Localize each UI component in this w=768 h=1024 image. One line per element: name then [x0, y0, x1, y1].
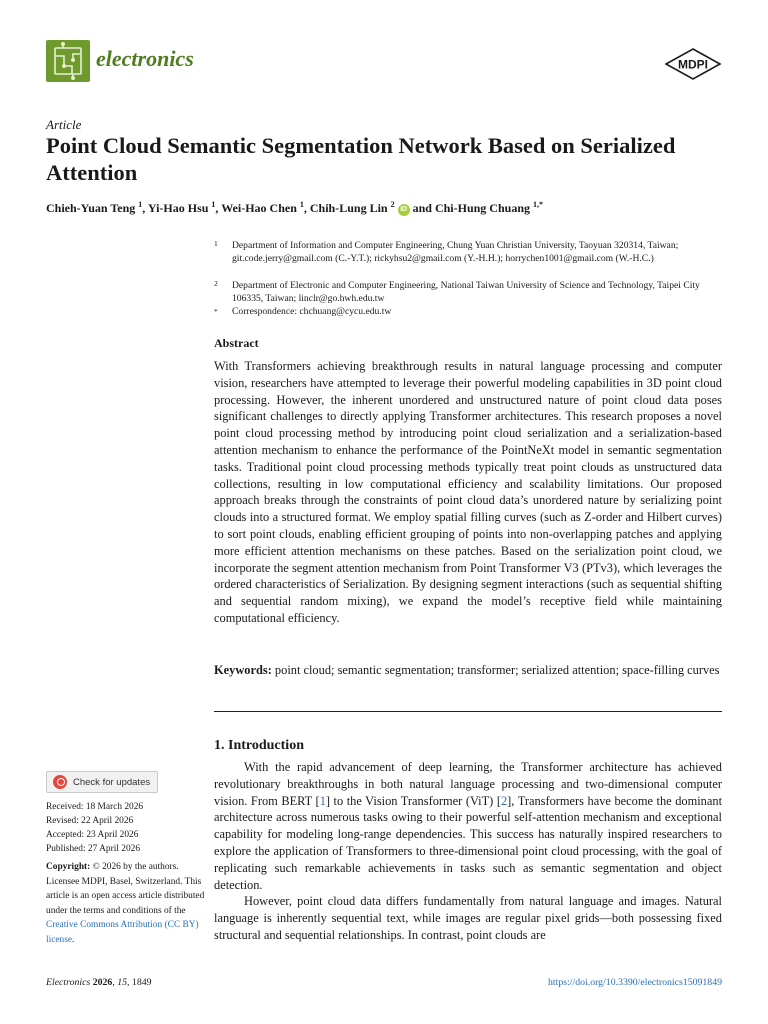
mdpi-logo-icon	[664, 48, 722, 80]
affiliation-1	[214, 240, 724, 265]
article-title: Point Cloud Semantic Segmentation Network Based on Serialized Attention	[46, 133, 676, 185]
paragraph: However, point cloud data differs fundamentally from natural language and images. Natural language is inherently sequential text, while images are regular pixel grids—both possessing fixed structural and sequential relationships. In contrast, point clouds are	[214, 894, 722, 942]
text-run: ] to the Vision Transformer (ViT) [	[325, 793, 501, 808]
date-revised: Revised: 22 April 2026	[46, 816, 134, 826]
check-updates-button[interactable]	[46, 771, 158, 793]
affiliation-number: 1	[214, 239, 218, 248]
keywords-label: Keywords:	[214, 663, 272, 677]
keywords-text: point cloud; semantic segmentation; transformer; serialized attention; space-filling curves	[271, 663, 720, 677]
abstract-heading: Abstract	[214, 336, 259, 350]
abstract-text: With Transformers achieving breakthrough results in natural language processing and computer vision, researchers have attempted to leverage their powerful modeling capabilities in 3D point cloud processing. However, the inherent unordered and unstructured nature of point cloud data poses significant challenges to directly applying Transformer architectures. This research proposes a novel point cloud processing method by introducing point cloud serialization and a serialization-based attention mechanism to enhance the performance of the PointNeXt model in semantic segmentation tasks. Traditional point cloud processing methods typically treat point clouds as unstructured data collections, resulting in low computational efficiency and scalability limitations. Our proposed approach breaks through the constraints of point cloud data’s unordered nature by serializing point clouds into a structured format. We employ spatial filling curves (such as Z-order and Hilbert curves) to sort point clouds, enabling efficient grouping of points into non-overlapping patches and applying more efficient attention mechanisms on these patches. Based on the serialization point cloud, we incorporate the segment attention mechanism from Point Transformer V3 (PTv3), which leverages the ordered characteristics of Serialization. By designing segment interactions (such as sequential shifting and sequential random mixing), we expand the model’s receptive field while maintaining computational efficiency.	[214, 359, 722, 625]
text-run: With the rapid advancement of deep learning, the Transformer architecture has achieved revolutionary breakthroughs in both natural language processing and two-dimensional computer vision. From BERT [	[214, 760, 722, 808]
date-accepted: Accepted: 23 April 2026	[46, 830, 139, 840]
orcid-icon[interactable]: iD	[398, 204, 410, 216]
affiliation-text: Department of Electronic and Computer Engineering, National Taiwan University of Science and Technology, Taipei City 106335, Taiwan; linclr@go.hwh.edu.tw	[232, 280, 700, 304]
author-affiliation-sup: 1,*	[533, 200, 543, 209]
copyright-end: .	[72, 934, 75, 945]
license-link[interactable]: Creative Commons Attribution (CC BY) license	[46, 920, 199, 945]
author-separator: and	[409, 201, 435, 215]
author-affiliation-sup: 1	[299, 200, 304, 209]
author-affiliation-sup: 1	[211, 200, 216, 209]
doi-link[interactable]: https://doi.org/10.3390/electronics15091849	[548, 977, 722, 988]
footer-journal: Electronics	[46, 977, 91, 988]
affiliation-number: *	[214, 307, 218, 316]
check-updates-icon	[53, 775, 67, 789]
date-published: Published: 27 April 2026	[46, 844, 141, 854]
author-name[interactable]: Chih-Lung Lin	[309, 201, 391, 215]
introduction-body	[214, 759, 722, 944]
author-list	[46, 200, 726, 216]
journal-name: electronics	[96, 46, 194, 71]
affiliation-number: 2	[214, 279, 218, 288]
author-separator: ,	[215, 201, 222, 215]
affiliation-text: Correspondence: chchuang@cycu.edu.tw	[232, 306, 392, 317]
check-updates-label: Check for updates	[73, 776, 151, 788]
date-received: Received: 18 March 2026	[46, 802, 144, 812]
article-type: Article	[46, 117, 82, 132]
paragraph	[214, 759, 722, 893]
author-affiliation-sup: 1	[138, 200, 143, 209]
author-name[interactable]: Chi-Hung Chuang	[434, 201, 533, 215]
copyright-label: Copyright:	[46, 862, 91, 872]
keywords	[214, 662, 722, 679]
citation-footer: Electronics 2026, 15, 1849	[46, 977, 152, 988]
footer-page: , 1849	[127, 977, 152, 988]
author-separator: ,	[303, 201, 310, 215]
author-affiliation-sup: 2	[390, 200, 395, 209]
publisher-logo	[664, 48, 722, 80]
citation-link[interactable]: 1	[319, 793, 326, 808]
affiliation-2	[214, 280, 724, 305]
section-divider	[214, 711, 722, 712]
text-run: ], Transformers have become the dominant architecture across numerous tasks owing to their powerful self-attention mechanism and exceptional capability for modeling long-range dependencies. This success has naturally inspired researchers to explore the application of Transformers to three-dimensional point cloud processing, with the goal of replicating such remarkable achievements in tasks such as semantic segmentation and object detection.	[214, 793, 723, 892]
footer-year: 2026	[90, 977, 113, 988]
journal-logo-icon	[46, 40, 90, 82]
affiliation-text: Department of Information and Computer Engineering, Chung Yuan Christian University, Taoyuan 320314, Taiwan; git.code.jerry@gmail.com (C.-Y.T.); rickyhsu2@gmail.com (Y.-H.H.); horrychen1001@gmail.com (W.-H.C.)	[232, 240, 679, 264]
author-separator: ,	[142, 201, 148, 215]
citation-link[interactable]: 2	[500, 793, 508, 808]
circuit-logo-icon	[46, 40, 90, 82]
footer-volume: 15	[117, 977, 128, 988]
section-heading: 1. Introduction	[214, 738, 304, 753]
publication-dates	[46, 800, 143, 856]
correspondence	[214, 306, 724, 319]
author-name[interactable]: Yi-Hao Hsu	[147, 201, 212, 215]
author-name[interactable]: Wei-Hao Chen	[221, 201, 300, 215]
copyright-notice	[46, 860, 206, 947]
author-name[interactable]: Chieh-Yuan Teng	[46, 201, 139, 215]
copyright-text: © 2026 by the authors. Licensee MDPI, Basel, Switzerland. This article is an open access article distributed under the terms and conditions of the	[46, 862, 205, 916]
publisher-name: MDPI	[678, 57, 708, 72]
